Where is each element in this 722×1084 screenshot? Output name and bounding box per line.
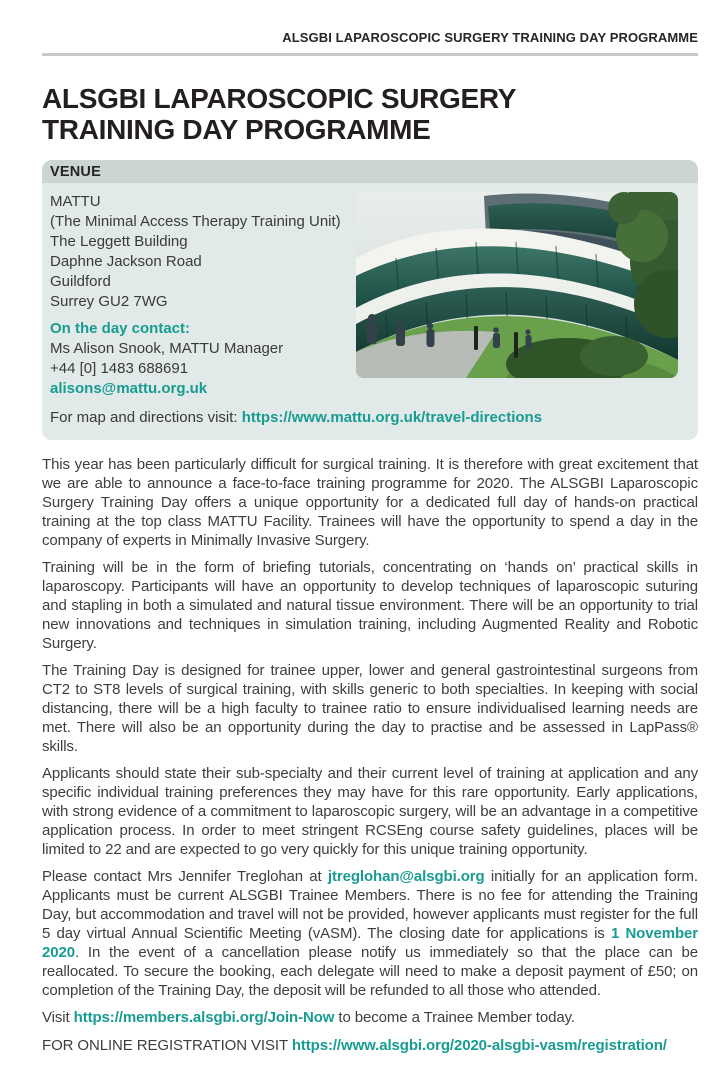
map-directions-line bbox=[50, 408, 678, 428]
mattu-leggett-building-photo bbox=[356, 192, 678, 378]
venue-address-line: The Leggett Building bbox=[50, 233, 188, 250]
body-paragraph bbox=[42, 558, 698, 653]
paragraph-text: Please contact Mrs Jennifer Treglohan at bbox=[42, 868, 328, 885]
body-paragraph bbox=[42, 661, 698, 756]
on-the-day-contact-heading: On the day contact: bbox=[50, 320, 191, 337]
paragraph-text: initially for an application form. Applicants must be current ALSGBI Trainee Members. There is no fee for attending the Training Day, but accommodation and travel will not be provided, however applicants must register for the full 5 day virtual Annual Scientific Meeting (vASM). The closing date for applications is bbox=[42, 868, 698, 942]
body-paragraph bbox=[42, 455, 698, 550]
page-title bbox=[42, 83, 698, 145]
mattu-travel-directions-link[interactable]: https://www.mattu.org.uk/travel-directions bbox=[241, 409, 543, 426]
venue-address-line: (The Minimal Access Therapy Training Unit) bbox=[50, 213, 341, 230]
venue-heading: VENUE bbox=[42, 160, 698, 183]
paragraph-text: For map and directions visit: bbox=[50, 409, 242, 426]
page-strapline: ALSGBI LAPAROSCOPIC SURGERY TRAINING DAY PROGRAMME bbox=[282, 30, 698, 45]
paragraph-text: Visit bbox=[42, 1009, 74, 1026]
venue-address-block bbox=[50, 192, 356, 399]
treglohan-email-link[interactable]: jtreglohan@alsgbi.org bbox=[327, 868, 485, 885]
body-paragraph bbox=[42, 764, 698, 859]
page-title-line2: TRAINING DAY PROGRAMME bbox=[42, 114, 431, 145]
paragraph-text: The Training Day is designed for trainee upper, lower and general gastrointestinal surgeons from CT2 to ST8 levels of surgical training, with skills generic to both specialties. In keeping with social distancing, there will be a high faculty to trainee ratio to ensure individualised learning needs are met. There will also be an opportunity during the day to practise and be assessed in LapPass® skills. bbox=[42, 662, 698, 755]
body-copy bbox=[42, 455, 698, 1055]
venue-address-line: Daphne Jackson Road bbox=[50, 253, 202, 270]
paragraph-text: to become a Trainee Member today. bbox=[334, 1009, 575, 1026]
venue-panel bbox=[42, 160, 698, 440]
paragraph-text: Training will be in the form of briefing tutorials, concentrating on ‘hands on’ practical skills in laparoscopy. Participants will have an opportunity to develop techniques of laparoscopic suturing and stapling in both a simulated and natural tissue environment. There will be an opportunity to trial new innovations and techniques in simulation training, including Augmented Reality and Robotic Surgery. bbox=[42, 559, 698, 652]
header-divider bbox=[42, 53, 698, 56]
paragraph-text: This year has been particularly difficult for surgical training. It is therefore with great excitement that we are able to announce a face-to-face training programme for 2020. The ALSGBI Laparoscopic Surgery Training Day offers a unique opportunity for a dedicated full day of hands-on practical training at the top class MATTU Facility. Trainees will have the opportunity to spend a day in the company of experts in Minimally Invasive Surgery. bbox=[42, 456, 698, 549]
contact-name: Ms Alison Snook, MATTU Manager bbox=[50, 340, 284, 357]
contact-phone: +44 [0] 1483 688691 bbox=[50, 360, 189, 377]
venue-address-line: MATTU bbox=[50, 193, 101, 210]
contact-email-link[interactable]: alisons@mattu.org.uk bbox=[50, 380, 208, 397]
online-registration-line bbox=[42, 1036, 698, 1055]
building-photo-illustration bbox=[356, 192, 678, 378]
closing-date-highlight: 1 November 2020 bbox=[42, 925, 698, 961]
venue-content bbox=[42, 183, 698, 440]
body-paragraph bbox=[42, 867, 698, 1000]
venue-address-line: Guildford bbox=[50, 273, 111, 290]
online-registration-link[interactable]: https://www.alsgbi.org/2020-alsgbi-vasm/registration/ bbox=[291, 1037, 667, 1054]
paragraph-text: . In the event of a cancellation please notify us immediately so that the place can be reallocated. To secure the booking, each delegate will need to make a deposit payment of £50; on completion of the Training Day, the deposit will be refunded to all those who attended. bbox=[42, 944, 698, 999]
paragraph-text: FOR ONLINE REGISTRATION VISIT bbox=[42, 1037, 292, 1054]
join-now-line bbox=[42, 1008, 698, 1027]
page-title-line1: ALSGBI LAPAROSCOPIC SURGERY bbox=[42, 83, 517, 114]
paragraph-text: Applicants should state their sub-specialty and their current level of training at application and any specific individual training preferences they may have for this rare opportunity. Early applications, with strong evidence of a commitment to laparoscopic surgery, will be an advantage in a competitive application process. In order to meet stringent RCSEng course safety guidelines, places will be limited to 22 and are expected to go very quickly for this unique training opportunity. bbox=[42, 765, 698, 858]
join-now-link[interactable]: https://members.alsgbi.org/Join-Now bbox=[73, 1009, 335, 1026]
venue-address-line: Surrey GU2 7WG bbox=[50, 293, 168, 310]
